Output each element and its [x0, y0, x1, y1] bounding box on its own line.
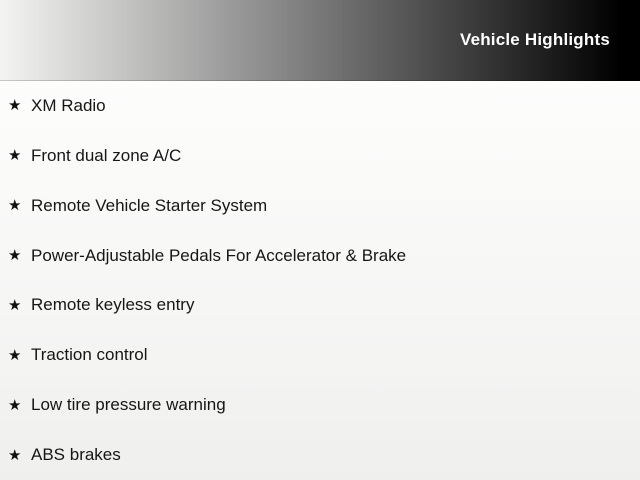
- list-item: [0, 330, 640, 380]
- star-icon: ★: [8, 97, 22, 115]
- feature-label: Front dual zone A/C: [31, 145, 182, 165]
- feature-label: XM Radio: [31, 95, 106, 115]
- star-icon: ★: [8, 396, 22, 414]
- feature-label: Remote keyless entry: [31, 295, 195, 315]
- star-icon: ★: [8, 247, 22, 265]
- feature-label: Low tire pressure warning: [31, 395, 226, 415]
- feature-label: ABS brakes: [31, 445, 121, 465]
- list-item: [0, 380, 640, 430]
- list-item: [0, 231, 640, 281]
- header-banner: [0, 0, 640, 81]
- feature-label: Traction control: [31, 345, 148, 365]
- star-icon: ★: [8, 446, 22, 464]
- star-icon: ★: [8, 296, 22, 314]
- star-icon: ★: [8, 197, 22, 215]
- list-item: [0, 430, 640, 480]
- list-item: [0, 131, 640, 181]
- page-title: Vehicle Highlights: [459, 30, 610, 49]
- feature-list: [0, 81, 640, 480]
- list-item: [0, 81, 640, 131]
- star-icon: ★: [8, 346, 22, 364]
- feature-label: Power-Adjustable Pedals For Accelerator & Brake: [31, 245, 407, 265]
- list-item: [0, 181, 640, 231]
- star-icon: ★: [8, 147, 22, 165]
- list-item: [0, 281, 640, 331]
- feature-label: Remote Vehicle Starter System: [31, 195, 268, 215]
